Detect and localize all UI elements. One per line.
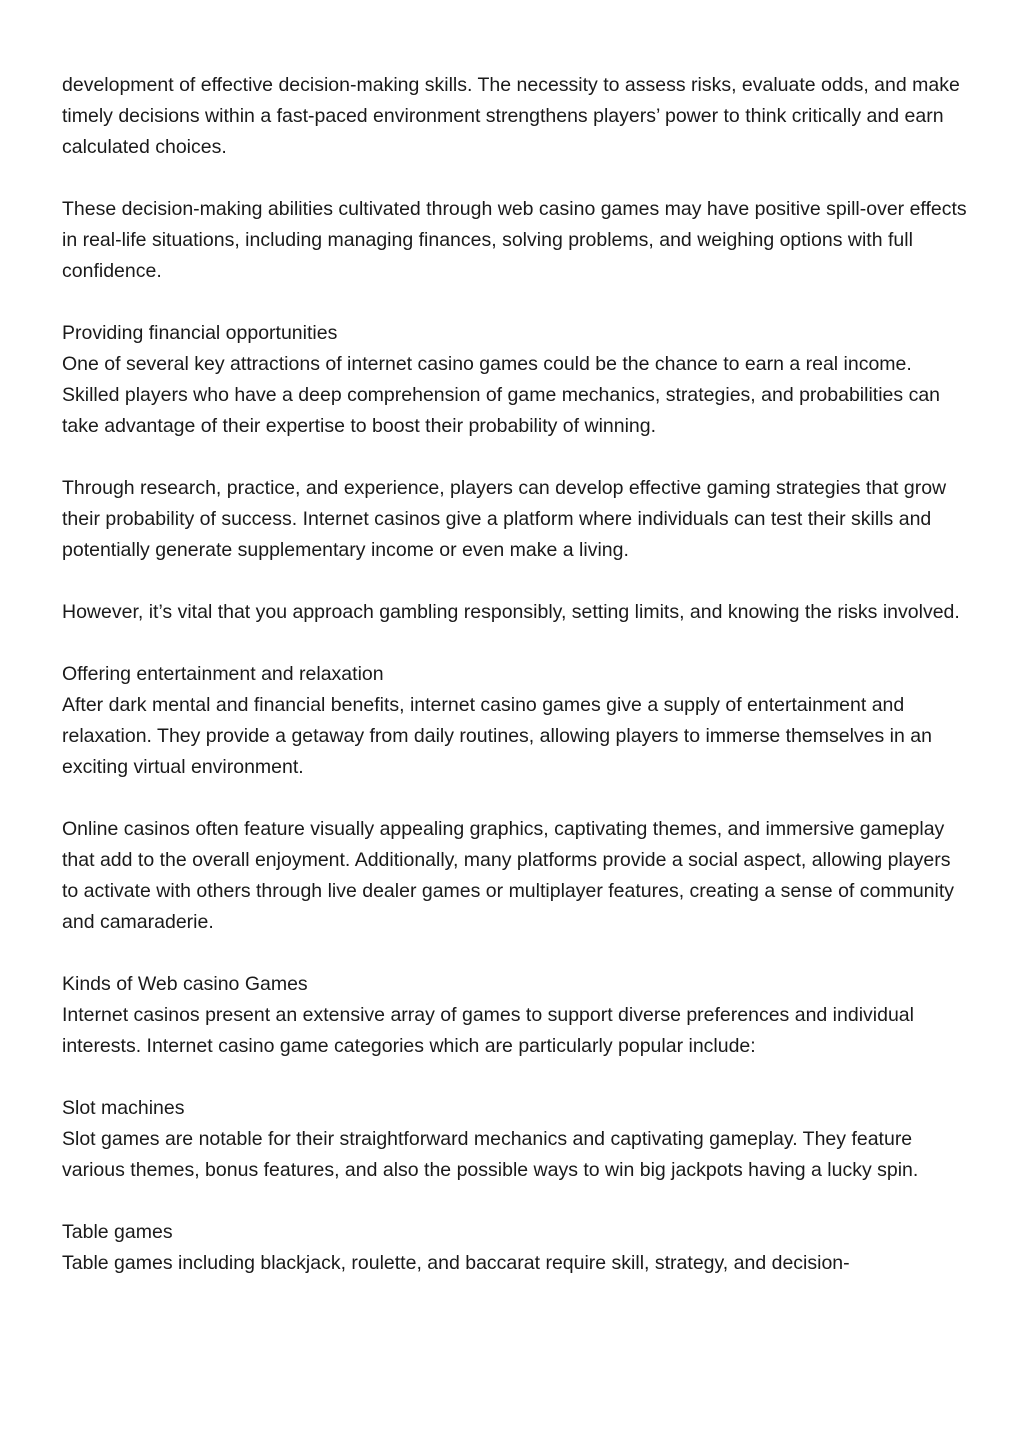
paragraph-text: Through research, practice, and experience, players can develop effective gaming strategies that grow their probability of success. Internet casinos give a platform where individuals can test their skills and potentially generate supplementary income or even make a living. bbox=[62, 477, 947, 561]
paragraph bbox=[62, 473, 972, 566]
paragraph-text: After dark mental and financial benefits, internet casino games give a supply of entertainment and relaxation. They provide a getaway from daily routines, allowing players to immerse themselves in an exciting virtual environment. bbox=[62, 694, 932, 778]
section-heading: Table games bbox=[62, 1221, 173, 1243]
section-heading: Offering entertainment and relaxation bbox=[62, 663, 384, 685]
paragraph-text: Slot games are notable for their straightforward mechanics and captivating gameplay. They feature various themes, bonus features, and also the possible ways to win big jackpots having a lucky spin. bbox=[62, 1128, 919, 1181]
paragraph bbox=[62, 597, 972, 628]
paragraph bbox=[62, 659, 972, 783]
paragraph bbox=[62, 70, 972, 163]
paragraph bbox=[62, 318, 972, 442]
section-heading: Providing financial opportunities bbox=[62, 322, 338, 344]
paragraph bbox=[62, 194, 972, 287]
paragraph bbox=[62, 969, 972, 1062]
paragraph-text: Table games including blackjack, roulette, and baccarat require skill, strategy, and decision- bbox=[62, 1252, 850, 1274]
section-heading: Kinds of Web casino Games bbox=[62, 973, 308, 995]
section-heading: Slot machines bbox=[62, 1097, 185, 1119]
paragraph-text: development of effective decision-making skills. The necessity to assess risks, evaluate odds, and make timely decisions within a fast-paced environment strengthens players’ power to think critically and earn calculated choices. bbox=[62, 74, 960, 158]
paragraph-text: However, it’s vital that you approach gambling responsibly, setting limits, and knowing the risks involved. bbox=[62, 601, 960, 623]
paragraph bbox=[62, 1093, 972, 1186]
paragraph-text: Online casinos often feature visually appealing graphics, captivating themes, and immersive gameplay that add to the overall enjoyment. Additionally, many platforms provide a social aspect, allowing players to activate with others through live dealer games or multiplayer features, creating a sense of community and camaraderie. bbox=[62, 818, 955, 933]
paragraph bbox=[62, 1217, 972, 1279]
paragraph-text: One of several key attractions of internet casino games could be the chance to earn a real income. Skilled players who have a deep comprehension of game mechanics, strategies, and probabilities can take advantage of their expertise to boost their probability of winning. bbox=[62, 353, 941, 437]
paragraph bbox=[62, 814, 972, 938]
document-body bbox=[62, 70, 972, 1310]
paragraph-text: These decision-making abilities cultivated through web casino games may have positive spill-over effects in real-life situations, including managing finances, solving problems, and weighing options with full confidence. bbox=[62, 198, 967, 282]
paragraph-text: Internet casinos present an extensive array of games to support diverse preferences and individual interests. Internet casino game categories which are particularly popular include: bbox=[62, 1004, 914, 1057]
